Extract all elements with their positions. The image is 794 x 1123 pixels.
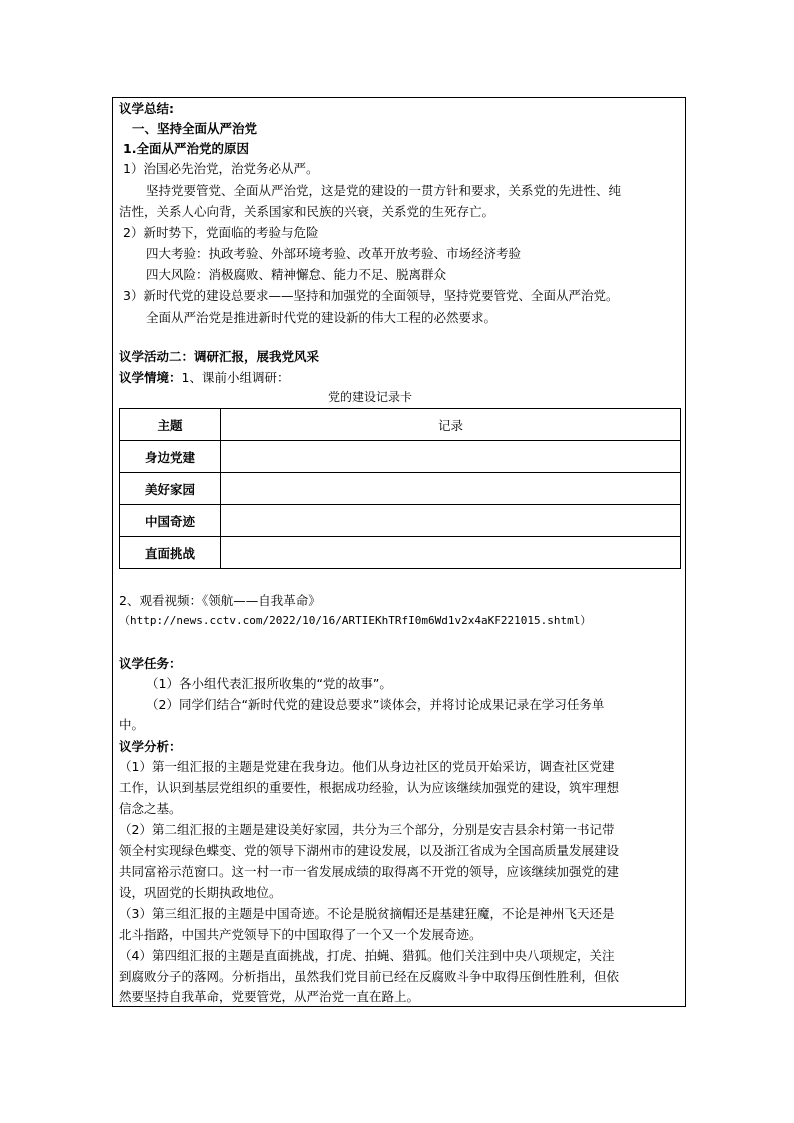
paragraph: 坚持党要管党、全面从严治党，这是党的建设的一贯方针和要求，关系党的先进性、纯 <box>146 183 622 198</box>
task-item-continued: 中。 <box>119 717 145 732</box>
subsection-title: 1.全面从严治党的原因 <box>123 141 249 156</box>
row-topic: 中国奇迹 <box>120 505 221 537</box>
analysis-line: 工作，认识到基层党组织的重要性，根据成功经验，认为应该继续加强党的建设，筑牢理想 <box>119 780 620 795</box>
analysis-line: 北斗指路，中国共产党领导下的中国取得了一个又一个发展奇迹。 <box>119 927 482 942</box>
row-record-cell[interactable] <box>221 473 681 505</box>
paragraph: 四大风险：消极腐败、精神懈怠、能力不足、脱离群众 <box>146 267 447 282</box>
situation-text: 1、课前小组调研： <box>181 370 290 385</box>
analysis-line: （3）第三组汇报的主题是中国奇迹。不论是脱贫摘帽还是基建狂魔，不论是神州飞天还是 <box>119 906 615 921</box>
analysis-line: 设，巩固党的长期执政地位。 <box>119 885 282 900</box>
header-topic: 主题 <box>120 409 221 441</box>
row-record-cell[interactable] <box>221 505 681 537</box>
paragraph: 3）新时代党的建设总要求——坚持和加强党的全面领导，坚持党要管党、全面从严治党。 <box>123 288 619 303</box>
paragraph: 四大考验：执政考验、外部环境考验、改革开放考验、市场经济考验 <box>146 246 522 261</box>
row-topic: 身边党建 <box>120 441 221 473</box>
paragraph: 全面从严治党是推进新时代党的建设新的伟大工程的必然要求。 <box>146 310 497 325</box>
video-url[interactable]: （http://news.cctv.com/2022/10/16/ARTIEKhTRfI0m6Wd1v2x4aKF221015.shtml） <box>119 614 592 627</box>
table-row <box>120 473 681 505</box>
summary-heading: 议学总结: <box>119 101 174 116</box>
section-title: 一、坚持全面从严治党 <box>132 121 258 136</box>
paragraph: 洁性，关系人心向背，关系国家和民族的兴衰，关系党的生死存亡。 <box>119 204 495 219</box>
row-record-cell[interactable] <box>221 441 681 473</box>
video-line: 2、观看视频：《领航——自我革命》 <box>119 593 321 608</box>
analysis-line: （4）第四组汇报的主题是直面挑战，打虎、拍蝇、猎狐。他们关注到中央八项规定，关注 <box>119 948 615 963</box>
paragraph: 2）新时势下，党面临的考验与危险 <box>123 225 319 240</box>
analysis-label: 议学分析： <box>119 739 182 754</box>
task-item: （2）同学们结合“新时代党的建设总要求”谈体会，并将讨论成果记录在学习任务单 <box>146 697 605 712</box>
analysis-line: （2）第二组汇报的主题是建设美好家园，共分为三个部分，分别是安吉县余村第一书记带 <box>119 822 615 837</box>
header-record: 记录 <box>221 409 681 441</box>
analysis-line: 领全村实现绿色蝶变、党的领导下湖州市的建设发展，以及浙江省成为全国高质量发展建设 <box>119 843 620 858</box>
analysis-line: 到腐败分子的落网。分析指出，虽然我们党目前已经在反腐败斗争中取得压倒性胜利，但依 <box>119 969 620 984</box>
table-row <box>120 505 681 537</box>
task-label: 议学任务： <box>119 656 182 671</box>
analysis-line: 共同富裕示范窗口。这一村一市一省发展成绩的取得离不开党的领导，应该继续加强党的建 <box>119 864 620 879</box>
row-record-cell[interactable] <box>221 537 681 569</box>
table-header-row <box>120 409 681 441</box>
record-card-table <box>119 408 681 569</box>
task-item: （1）各小组代表汇报所收集的“党的故事”。 <box>146 676 392 691</box>
analysis-line: 然要坚持自我革命，党要管党，从严治党一直在路上。 <box>119 989 420 1004</box>
situation-line <box>119 369 289 387</box>
table-caption: 党的建设记录卡 <box>328 390 413 404</box>
analysis-line: （1）第一组汇报的主题是党建在我身边。他们从身边社区的党员开始采访，调查社区党建 <box>119 759 615 774</box>
situation-label: 议学情境： <box>119 370 182 385</box>
row-topic: 美好家园 <box>120 473 221 505</box>
paragraph: 1）治国必先治党，治党务必从严。 <box>123 161 319 176</box>
row-topic: 直面挑战 <box>120 537 221 569</box>
analysis-line: 信念之基。 <box>119 801 182 816</box>
table-row <box>120 537 681 569</box>
activity-title: 议学活动二：调研汇报，展我党风采 <box>119 349 320 364</box>
table-row <box>120 441 681 473</box>
